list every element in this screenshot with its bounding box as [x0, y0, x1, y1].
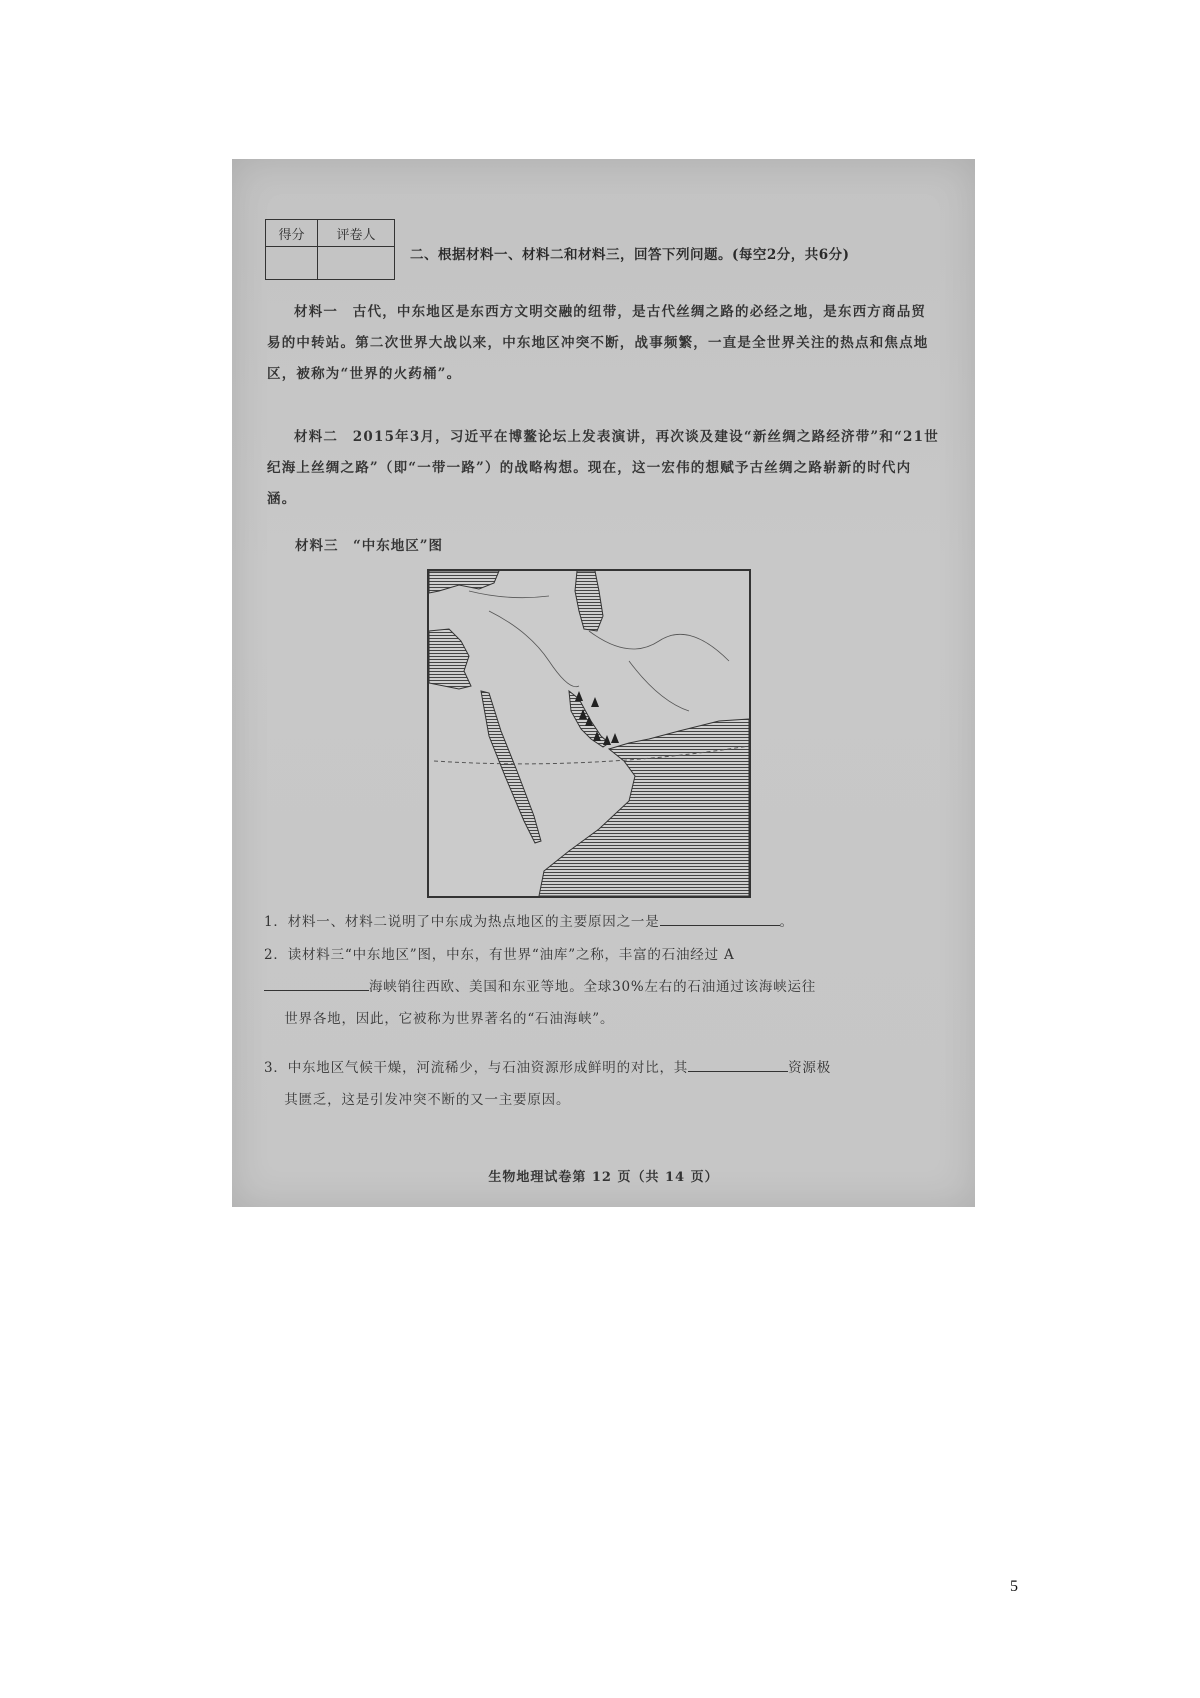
grader-cell	[317, 247, 394, 280]
question-1-text: 1．材料一、材料二说明了中东成为热点地区的主要原因之一是	[264, 914, 660, 930]
middle-east-map-drawing	[429, 571, 749, 896]
grader-label: 评卷人	[317, 220, 394, 247]
middle-east-map	[427, 569, 751, 898]
map-caption: 材料三 “中东地区”图	[295, 538, 444, 554]
question-3-text: 3．中东地区气候干燥，河流稀少，与石油资源形成鲜明的对比，其	[264, 1060, 689, 1076]
question-1	[264, 906, 944, 938]
section-heading: 二、根据材料一、材料二和材料三，回答下列问题。(每空2分，共6分)	[410, 247, 850, 263]
page-footer: 生物地理试卷第 12 页（共 14 页）	[488, 1170, 719, 1185]
question-1-end: 。	[779, 914, 794, 930]
answer-blank-1[interactable]	[660, 911, 780, 926]
answer-blank-2[interactable]	[264, 976, 369, 991]
material-two: 材料二 2015年3月，习近平在博鳌论坛上发表演讲，再次谈及建设“新丝绸之路经济带”和“21世纪海上丝绸之路”（即“一带一路”）的战略构想。现在，这一宏伟的想赋予古丝绸之路崭新的时代内涵。	[267, 429, 939, 507]
answer-blank-3[interactable]	[688, 1057, 788, 1072]
page-number: 5	[1010, 1578, 1018, 1595]
question-2-line-1: 2．读材料三“中东地区”图，中东，有世界“油库”之称，丰富的石油经过 A	[264, 947, 735, 963]
question-3-line-2: 其匮乏，这是引发冲突不断的又一主要原因。	[284, 1092, 571, 1108]
question-3-text-end: 资源极	[788, 1060, 831, 1076]
score-label: 得分	[266, 220, 318, 247]
material-one: 材料一 古代，中东地区是东西方文明交融的纽带，是古代丝绸之路的必经之地，是东西方商品贸易的中转站。第二次世界大战以来，中东地区冲突不断，战事频繁，一直是全世界关注的热点和焦点地区，被称为“世界的火药桶”。	[267, 304, 929, 382]
question-2-line-3: 世界各地，因此，它被称为世界著名的“石油海峡”。	[284, 1011, 615, 1027]
question-3	[264, 1052, 944, 1116]
question-2	[264, 939, 944, 1035]
score-cell	[266, 247, 318, 280]
question-2-line-2: 海峡销往西欧、美国和东亚等地。全球30%左右的石油通过该海峡运往	[369, 979, 817, 995]
score-box	[265, 219, 395, 280]
exam-page-photo	[232, 159, 975, 1207]
